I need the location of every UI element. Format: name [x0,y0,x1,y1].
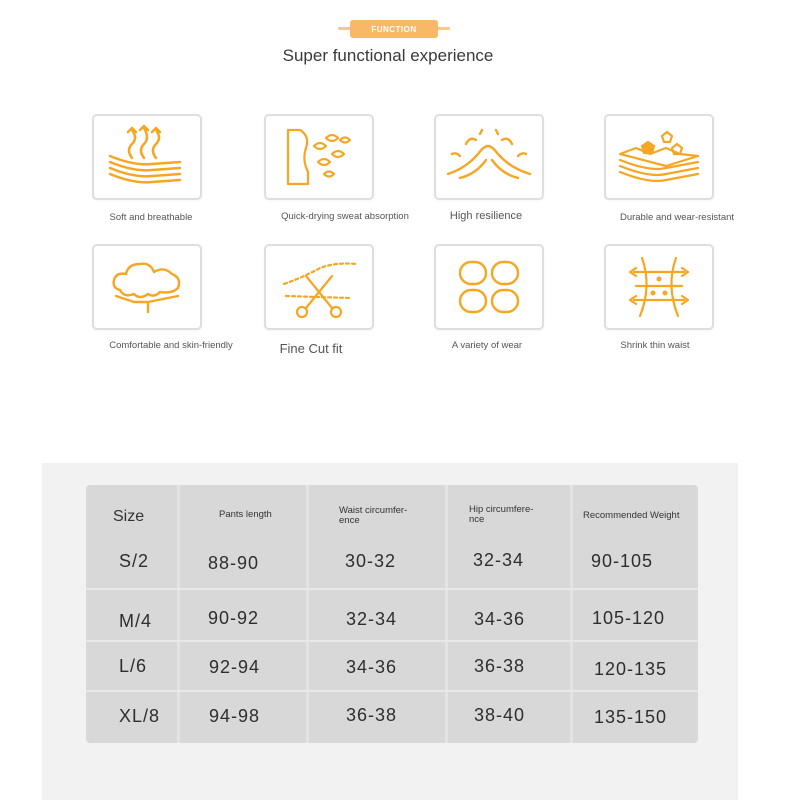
table-cell-weight: 120-135 [594,659,668,679]
table-cell-size: L/6 [119,656,148,676]
table-cell-pants: 92-94 [209,657,261,677]
table-cell-size: XL/8 [119,706,161,726]
table-cell-hip: 36-38 [474,656,526,676]
table-cell-pants: 94-98 [209,706,261,726]
feature-label: High resilience [449,210,523,222]
table-cell-pants: 90-92 [208,608,260,628]
function-badge [338,20,450,38]
table-cell-size: S/2 [119,551,150,571]
feature-label: Quick-drying sweat absorption [281,211,409,222]
header-hip [469,505,559,525]
column-divider [445,485,448,743]
heat-layers-icon [92,114,202,200]
header-waist [339,506,429,526]
feature-label: Comfortable and skin-friendly [109,340,233,351]
badge-label: FUNCTION [350,20,438,38]
header-hip-line1: Hip circumfere- [469,504,534,515]
table-cell-weight: 135-150 [594,707,668,727]
row-divider [86,690,698,692]
table-cell-size: M/4 [119,611,153,631]
elastic-rebound-icon [434,114,544,200]
table-cell-hip: 38-40 [474,705,526,725]
cotton-icon [92,244,202,330]
table-cell-waist: 36-38 [346,705,398,725]
pentagon-layers-icon [604,114,714,200]
header-waist-line2: ence [339,515,360,526]
feature-label: Durable and wear-resistant [619,212,735,223]
waist-shaping-icon [604,244,714,330]
table-cell-weight: 105-120 [592,608,666,628]
table-cell-pants: 88-90 [208,553,260,573]
column-divider [306,485,309,743]
header-size: Size [113,508,145,525]
header-pants-length: Pants length [219,509,272,520]
leaf-drops-icon [264,114,374,200]
quad-loops-icon [434,244,544,330]
column-divider [570,485,573,743]
table-cell-hip: 32-34 [473,550,525,570]
table-cell-hip: 34-36 [474,609,526,629]
feature-label: Soft and breathable [109,212,193,223]
table-cell-waist: 30-32 [345,551,397,571]
column-divider [177,485,180,743]
header-weight: Recommended Weight [583,510,680,521]
feature-label: A variety of wear [451,340,523,351]
table-cell-waist: 32-34 [346,609,398,629]
size-table [86,485,698,743]
table-cell-weight: 90-105 [591,551,654,571]
header-waist-line1: Waist circumfer- [339,505,408,516]
row-divider [86,588,698,590]
page-subtitle: Super functional experience [282,46,494,65]
row-divider [86,640,698,642]
table-cell-waist: 34-36 [346,657,398,677]
scissors-icon [264,244,374,330]
feature-label: Fine Cut fit [279,341,343,356]
header-hip-line2: nce [469,514,485,525]
feature-label: Shrink thin waist [620,340,690,351]
